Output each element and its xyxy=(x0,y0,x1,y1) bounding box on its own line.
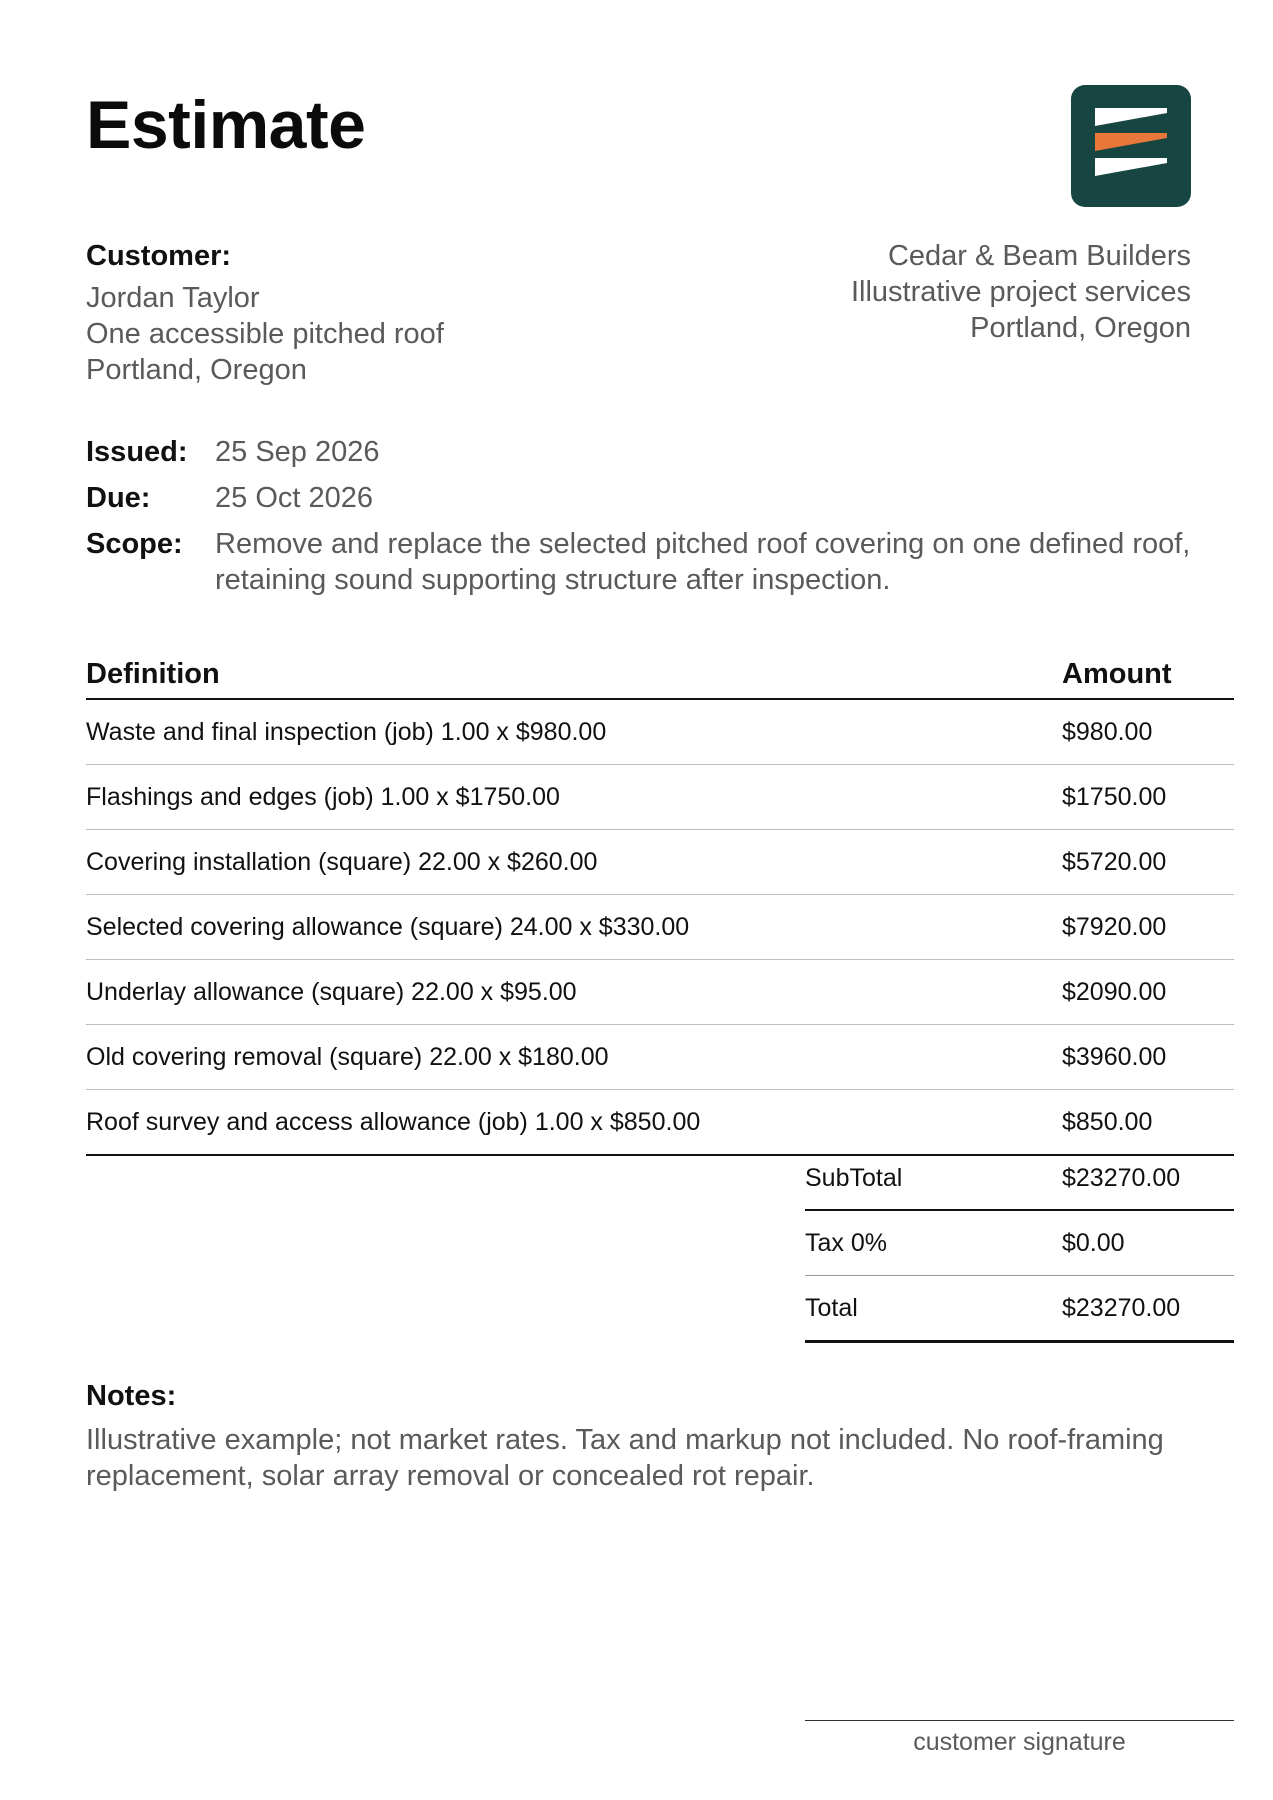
row-definition: Selected covering allowance (square) 24.00 x $330.00 xyxy=(86,912,690,941)
row-definition: Underlay allowance (square) 22.00 x $95.00 xyxy=(86,977,577,1006)
customer-name: Jordan Taylor xyxy=(86,282,260,314)
company-tagline: Illustrative project services xyxy=(850,276,1191,308)
tax-row xyxy=(805,1211,1234,1276)
customer-location: Portland, Oregon xyxy=(86,354,307,386)
row-definition: Covering installation (square) 22.00 x $260.00 xyxy=(86,847,598,876)
due-label: Due: xyxy=(86,482,151,514)
total-row xyxy=(805,1276,1234,1343)
customer-property: One accessible pitched roof xyxy=(86,318,444,350)
notes-label: Notes: xyxy=(86,1380,177,1412)
issued-label: Issued: xyxy=(86,436,188,468)
scope-label: Scope: xyxy=(86,528,183,560)
table-header xyxy=(86,650,1234,700)
due-value: 25 Oct 2026 xyxy=(215,482,373,514)
layered-planks-logo-icon xyxy=(1071,85,1191,207)
company-location: Portland, Oregon xyxy=(970,312,1191,344)
row-amount: $5720.00 xyxy=(1062,847,1167,876)
scope-row xyxy=(86,526,1196,598)
table-row xyxy=(86,960,1234,1025)
row-amount: $850.00 xyxy=(1062,1107,1153,1136)
tax-label: Tax 0% xyxy=(805,1228,887,1257)
subtotal-row xyxy=(805,1147,1234,1211)
signature-label: customer signature xyxy=(913,1728,1126,1756)
definition-header: Definition xyxy=(86,657,220,690)
scope-value: Remove and replace the selected pitched roof covering on one defined roof, retaining sound supporting structure after inspection. xyxy=(215,528,1191,596)
table-row xyxy=(86,895,1234,960)
row-definition: Old covering removal (square) 22.00 x $180.00 xyxy=(86,1042,609,1071)
row-amount: $1750.00 xyxy=(1062,782,1167,811)
issued-value: 25 Sep 2026 xyxy=(215,436,380,468)
estimate-meta xyxy=(86,434,1196,608)
signature-line xyxy=(805,1720,1234,1721)
customer-label: Customer: xyxy=(86,240,232,272)
amount-header: Amount xyxy=(1062,657,1172,690)
subtotal-value: $23270.00 xyxy=(1062,1163,1181,1192)
due-row xyxy=(86,480,1196,516)
row-amount: $3960.00 xyxy=(1062,1042,1167,1071)
table-row xyxy=(86,700,1234,765)
row-definition: Roof survey and access allowance (job) 1.00 x $850.00 xyxy=(86,1107,701,1136)
row-amount: $7920.00 xyxy=(1062,912,1167,941)
notes-block xyxy=(86,1378,1196,1494)
company-block xyxy=(671,238,1191,346)
company-name: Cedar & Beam Builders xyxy=(887,240,1191,272)
subtotal-label: SubTotal xyxy=(805,1163,903,1192)
table-row xyxy=(86,830,1234,895)
line-items-table xyxy=(86,650,1234,1156)
row-definition: Flashings and edges (job) 1.00 x $1750.00 xyxy=(86,782,560,811)
notes-body: Illustrative example; not market rates. Tax and markup not included. No roof-framing replacement, solar array removal or concealed rot repair. xyxy=(86,1424,1164,1492)
page-title: Estimate xyxy=(86,87,366,163)
row-definition: Waste and final inspection (job) 1.00 x $980.00 xyxy=(86,717,607,746)
row-amount: $980.00 xyxy=(1062,717,1153,746)
totals-block xyxy=(805,1147,1234,1343)
customer-block xyxy=(86,238,646,388)
row-amount: $2090.00 xyxy=(1062,977,1167,1006)
total-label: Total xyxy=(805,1293,858,1322)
total-value: $23270.00 xyxy=(1062,1293,1181,1322)
table-row xyxy=(86,765,1234,830)
table-row xyxy=(86,1025,1234,1090)
tax-value: $0.00 xyxy=(1062,1228,1125,1257)
issued-row xyxy=(86,434,1196,470)
